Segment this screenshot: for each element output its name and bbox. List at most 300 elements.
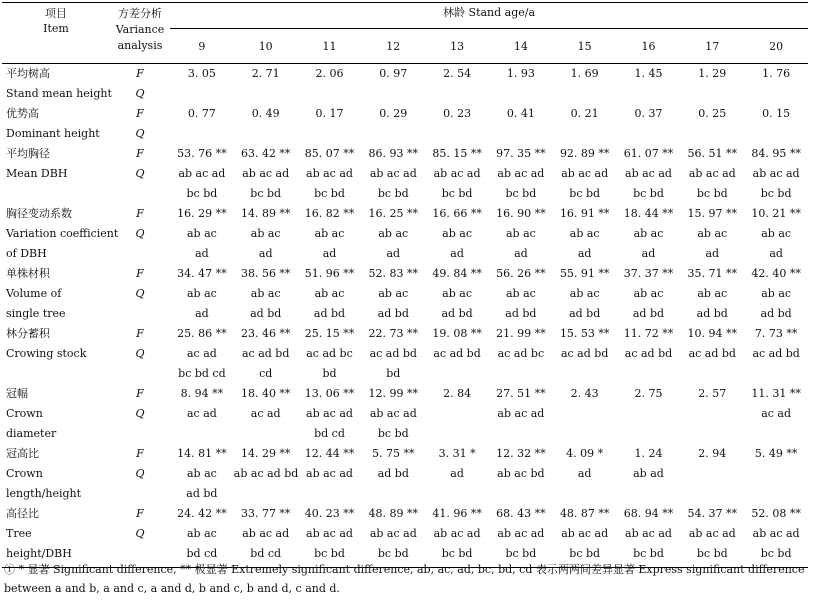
value-cell: ab ac bbox=[250, 287, 281, 300]
value-cell: 12. 32 ** bbox=[496, 447, 546, 460]
value-cell: ab ac ad bbox=[752, 527, 800, 540]
value-cell: 0. 15 bbox=[762, 107, 791, 120]
value-cell bbox=[489, 367, 553, 387]
value-cell: 18. 44 ** bbox=[623, 207, 674, 220]
value-cell: 86. 93 ** bbox=[368, 147, 419, 160]
value-cell: ad bbox=[450, 467, 464, 480]
value-cell: ad bbox=[577, 467, 592, 480]
table-row bbox=[2, 467, 808, 487]
value-cell: bd cd bbox=[170, 547, 234, 568]
value-cell: 1. 45 bbox=[634, 67, 663, 80]
value-cell bbox=[744, 467, 808, 487]
value-cell: ac ad bd bbox=[433, 347, 481, 360]
table-row bbox=[2, 87, 808, 107]
value-cell: 68. 43 ** bbox=[496, 507, 546, 520]
value-cell: ac ad bbox=[186, 347, 217, 360]
value-cell: bc bd cd bbox=[178, 367, 226, 380]
value-cell: bc bd bbox=[425, 547, 489, 568]
value-cell bbox=[680, 487, 744, 507]
value-cell: ab ac ad bbox=[625, 527, 672, 540]
row-variance-type bbox=[110, 367, 170, 387]
value-cell: 2. 71 bbox=[251, 67, 280, 80]
value-cell: 48. 89 ** bbox=[368, 507, 419, 520]
value-cell: ad bbox=[577, 247, 592, 260]
value-cell: 14. 81 ** bbox=[177, 447, 227, 460]
value-cell: ac ad bd bbox=[241, 347, 290, 360]
row-item-label bbox=[2, 367, 110, 387]
age-header-cell: 17 bbox=[680, 29, 744, 64]
value-cell: bd bbox=[386, 367, 401, 380]
row-variance-type bbox=[110, 307, 170, 327]
value-cell: ad bd bbox=[632, 307, 665, 320]
value-cell: bc bd bbox=[553, 547, 617, 568]
value-cell: 1. 93 bbox=[506, 67, 535, 80]
value-cell: 12. 99 ** bbox=[368, 387, 419, 400]
value-cell: ad bbox=[195, 307, 209, 320]
value-cell: 0. 17 bbox=[315, 107, 344, 120]
value-cell: 15. 53 ** bbox=[559, 327, 610, 340]
row-variance-type: Q bbox=[135, 527, 145, 540]
value-cell: 0. 29 bbox=[379, 107, 408, 120]
value-cell bbox=[170, 127, 234, 147]
age-header-cell: 10 bbox=[234, 29, 298, 64]
value-cell: ab ac ad bbox=[625, 167, 672, 180]
row-variance-type: F bbox=[136, 207, 144, 220]
value-cell: 61. 07 ** bbox=[623, 147, 674, 160]
value-cell bbox=[617, 487, 681, 507]
item-header-cn: 项目 bbox=[45, 7, 67, 20]
row-variance-type: F bbox=[136, 327, 144, 340]
table-row bbox=[2, 367, 808, 387]
value-cell: 10. 21 ** bbox=[751, 207, 801, 220]
value-cell: 35. 71 ** bbox=[687, 267, 738, 280]
variance-header-en-2: analysis bbox=[117, 39, 163, 52]
value-cell: 5. 75 ** bbox=[372, 447, 415, 460]
value-cell: ab ac ad bbox=[688, 167, 736, 180]
age-header-cell: 16 bbox=[617, 29, 681, 64]
value-cell: 37. 37 ** bbox=[623, 267, 674, 280]
table-row bbox=[2, 387, 808, 407]
value-cell: 16. 91 ** bbox=[559, 207, 610, 220]
table-row bbox=[2, 247, 808, 267]
value-cell: ad bd bbox=[505, 307, 537, 320]
value-cell: bc bd bbox=[441, 187, 473, 200]
table-row bbox=[2, 507, 808, 527]
value-cell: 1. 24 bbox=[634, 447, 663, 460]
value-cell: ad bbox=[450, 247, 464, 260]
value-cell bbox=[680, 87, 744, 107]
value-cell: bc bd bbox=[489, 547, 553, 568]
table-row bbox=[2, 407, 808, 427]
value-cell: bd cd bbox=[234, 547, 298, 568]
table-row bbox=[2, 207, 808, 227]
value-cell bbox=[234, 87, 298, 107]
value-cell: 55. 91 ** bbox=[559, 267, 610, 280]
value-cell: 16. 82 ** bbox=[304, 207, 355, 220]
value-cell: ab ac bbox=[761, 227, 792, 240]
value-cell: ab ac ad bbox=[306, 167, 353, 180]
value-cell: ab ac bbox=[697, 287, 728, 300]
value-cell: bc bd bbox=[569, 187, 601, 200]
value-cell bbox=[744, 127, 808, 147]
value-cell bbox=[425, 367, 489, 387]
row-item-label: single tree bbox=[6, 307, 66, 320]
value-cell: 84. 95 ** bbox=[751, 147, 801, 160]
value-cell: bc bd bbox=[377, 427, 409, 440]
row-item-label: Crown bbox=[6, 467, 43, 480]
value-cell: ac ad bbox=[250, 407, 281, 420]
value-cell bbox=[553, 87, 617, 107]
value-cell bbox=[680, 407, 744, 427]
value-cell: ab ac ad bbox=[369, 407, 417, 420]
value-cell: 13. 06 ** bbox=[304, 387, 355, 400]
value-cell: 18. 40 ** bbox=[240, 387, 291, 400]
value-cell bbox=[617, 407, 681, 427]
value-cell: bc bd bbox=[250, 187, 282, 200]
value-cell: ad bd bbox=[441, 307, 473, 320]
value-cell: 2. 94 bbox=[698, 447, 727, 460]
value-cell bbox=[361, 87, 425, 107]
value-cell: bc bd bbox=[760, 187, 792, 200]
value-cell: 15. 97 ** bbox=[687, 207, 738, 220]
age-header-cell: 11 bbox=[298, 29, 362, 64]
value-cell bbox=[298, 127, 362, 147]
value-cell: bc bd bbox=[617, 547, 681, 568]
table-body bbox=[2, 64, 808, 568]
value-cell: 56. 51 ** bbox=[687, 147, 738, 160]
value-cell: ab ac bbox=[442, 227, 472, 240]
row-item-label: Tree bbox=[6, 527, 32, 540]
value-cell: ab ac ad bbox=[242, 167, 290, 180]
row-variance-type: F bbox=[136, 507, 144, 520]
row-item-label: 冠幅 bbox=[6, 387, 28, 400]
value-cell: ab ac ad bbox=[752, 167, 800, 180]
value-cell: ad bbox=[195, 247, 209, 260]
value-cell: 8. 94 ** bbox=[180, 387, 224, 400]
value-cell: bc bd bbox=[361, 547, 425, 568]
row-variance-type: F bbox=[136, 67, 144, 80]
row-variance-type: Q bbox=[135, 407, 145, 420]
table-row bbox=[2, 127, 808, 147]
value-cell bbox=[680, 427, 744, 447]
value-cell: ac ad bd bbox=[624, 347, 673, 360]
value-cell: ab ac bbox=[186, 467, 217, 480]
value-cell: ac ad bd bbox=[752, 347, 800, 360]
value-cell: ab ac ad bbox=[561, 527, 609, 540]
age-header-cell: 13 bbox=[425, 29, 489, 64]
value-cell: bc bd bbox=[377, 187, 409, 200]
value-cell bbox=[489, 127, 553, 147]
value-cell: 10. 94 ** bbox=[687, 327, 738, 340]
row-item-label: diameter bbox=[6, 427, 57, 440]
row-item-label: Crowing stock bbox=[6, 347, 87, 360]
value-cell: ad bd bbox=[696, 307, 728, 320]
value-cell bbox=[234, 427, 298, 447]
value-cell: ad bd bbox=[250, 307, 282, 320]
value-cell: ab ac bbox=[697, 227, 728, 240]
value-cell: bc bd bbox=[744, 547, 808, 568]
value-cell: 38. 56 ** bbox=[240, 267, 291, 280]
value-cell bbox=[553, 487, 617, 507]
value-cell: bc bd bbox=[696, 187, 728, 200]
value-cell: ab ac ad bbox=[688, 527, 736, 540]
value-cell: ab ac bbox=[569, 287, 600, 300]
value-cell: ab ac bd bbox=[497, 467, 545, 480]
value-cell: ad bd bbox=[760, 307, 792, 320]
value-cell: ab ac ad bbox=[306, 467, 353, 480]
row-variance-type: Q bbox=[135, 167, 145, 180]
value-cell: bd bbox=[322, 367, 337, 380]
value-cell bbox=[617, 127, 681, 147]
row-variance-type bbox=[110, 487, 170, 507]
row-item-label: Stand mean height bbox=[6, 87, 112, 100]
row-variance-type bbox=[110, 427, 170, 447]
value-cell: 0. 77 bbox=[187, 107, 216, 120]
row-variance-type: F bbox=[136, 147, 144, 160]
value-cell: ad bd bbox=[377, 307, 409, 320]
value-cell: ad bbox=[322, 247, 337, 260]
item-column-header bbox=[2, 3, 110, 64]
value-cell: ab ac bbox=[442, 287, 472, 300]
value-cell: cd bbox=[259, 367, 273, 380]
value-cell: 0. 23 bbox=[443, 107, 472, 120]
value-cell: 22. 73 ** bbox=[368, 327, 419, 340]
value-cell: ab ac ad bbox=[306, 407, 353, 420]
value-cell: ab ac ad bbox=[369, 527, 417, 540]
value-cell bbox=[425, 427, 489, 447]
table-row bbox=[2, 267, 808, 287]
value-cell: ac ad bd bbox=[560, 347, 609, 360]
row-item-label: of DBH bbox=[6, 247, 47, 260]
value-cell: 49. 84 ** bbox=[432, 267, 482, 280]
value-cell: 34. 47 ** bbox=[177, 267, 227, 280]
value-cell: 1. 76 bbox=[762, 67, 791, 80]
row-item-label: height/DBH bbox=[2, 547, 110, 568]
value-cell: ab ac ad bbox=[242, 527, 290, 540]
table-row bbox=[2, 527, 808, 547]
value-cell: ab ac bbox=[314, 287, 345, 300]
value-cell: bc bd bbox=[298, 547, 362, 568]
value-cell: ab ac ad bbox=[178, 167, 226, 180]
value-cell bbox=[425, 407, 489, 427]
table-row bbox=[2, 447, 808, 467]
value-cell: 42. 40 ** bbox=[751, 267, 801, 280]
value-cell: ab ac bbox=[314, 227, 345, 240]
row-item-label: 林分蓄积 bbox=[6, 327, 50, 340]
age-header-cell: 14 bbox=[489, 29, 553, 64]
value-cell: ab ac bbox=[186, 287, 217, 300]
value-cell: ab ac bbox=[761, 287, 792, 300]
value-cell bbox=[425, 127, 489, 147]
row-item-label: 冠高比 bbox=[6, 447, 39, 460]
table-row bbox=[2, 307, 808, 327]
value-cell: ac ad bc bbox=[497, 347, 545, 360]
value-cell bbox=[361, 127, 425, 147]
variance-column-header bbox=[110, 3, 170, 64]
value-cell bbox=[744, 87, 808, 107]
row-item-label: 单株材积 bbox=[6, 267, 50, 280]
value-cell: 33. 77 ** bbox=[240, 507, 291, 520]
value-cell: 54. 37 ** bbox=[687, 507, 738, 520]
table-row bbox=[2, 227, 808, 247]
value-cell: 14. 89 ** bbox=[240, 207, 291, 220]
value-cell: 23. 46 ** bbox=[240, 327, 291, 340]
value-cell: ab ac bbox=[186, 227, 217, 240]
value-cell bbox=[744, 367, 808, 387]
table-row bbox=[2, 327, 808, 347]
row-variance-type bbox=[110, 247, 170, 267]
age-header-cell: 9 bbox=[170, 29, 234, 64]
value-cell: 53. 76 ** bbox=[177, 147, 227, 160]
value-cell: 24. 42 ** bbox=[177, 507, 227, 520]
value-cell: ab ad bbox=[633, 467, 664, 480]
value-cell: 12. 44 ** bbox=[304, 447, 355, 460]
age-header-cell: 12 bbox=[361, 29, 425, 64]
table-row bbox=[2, 107, 808, 127]
row-variance-type bbox=[110, 187, 170, 207]
value-cell: ab ac ad bbox=[497, 167, 545, 180]
value-cell: 0. 41 bbox=[506, 107, 535, 120]
value-cell: 51. 96 ** bbox=[304, 267, 355, 280]
value-cell: 40. 23 ** bbox=[304, 507, 355, 520]
value-cell: 52. 83 ** bbox=[368, 267, 419, 280]
table-footnote: ① * 显著 Significant difference, ** 极显著 Extremely significant difference, ab, ac, ad, bc, bd, cd 表示两两间差异显著 Express significant difference between a and b, a and c, a and d, b and c, b and d, c and d. bbox=[4, 563, 805, 595]
value-cell: ab ac bbox=[250, 227, 281, 240]
value-cell: ac ad bd bbox=[688, 347, 736, 360]
value-cell: 7. 73 ** bbox=[754, 327, 798, 340]
row-variance-type: Q bbox=[135, 227, 145, 240]
value-cell: ab ac bbox=[505, 227, 536, 240]
value-cell: 16. 25 ** bbox=[368, 207, 419, 220]
value-cell: 27. 51 ** bbox=[496, 387, 546, 400]
value-cell: ad bd bbox=[569, 307, 601, 320]
value-cell: 0. 25 bbox=[698, 107, 727, 120]
value-cell: 52. 08 ** bbox=[751, 507, 801, 520]
value-cell: ac ad bd bbox=[369, 347, 417, 360]
value-cell: 21. 99 ** bbox=[496, 327, 546, 340]
value-cell: ab ac ad bbox=[369, 167, 417, 180]
value-cell: ab ac ad bbox=[433, 167, 481, 180]
value-cell: bc bd bbox=[505, 187, 537, 200]
value-cell: 11. 72 ** bbox=[623, 327, 674, 340]
row-variance-type: F bbox=[136, 107, 144, 120]
value-cell bbox=[617, 427, 681, 447]
row-item-label: length/height bbox=[6, 487, 82, 500]
age-header-cell: 15 bbox=[553, 29, 617, 64]
row-item-label: Mean DBH bbox=[6, 167, 68, 180]
row-variance-type: F bbox=[136, 447, 144, 460]
value-cell: 2. 06 bbox=[315, 67, 344, 80]
value-cell: 0. 21 bbox=[570, 107, 599, 120]
value-cell: 92. 89 ** bbox=[559, 147, 610, 160]
value-cell: ad bd bbox=[186, 487, 218, 500]
value-cell: 48. 87 ** bbox=[559, 507, 610, 520]
table-row bbox=[2, 287, 808, 307]
row-variance-type: Q bbox=[135, 467, 145, 480]
row-item-label: Crown bbox=[6, 407, 43, 420]
value-cell: 25. 15 ** bbox=[304, 327, 355, 340]
row-variance-type: Q bbox=[135, 287, 145, 300]
value-cell: ab ac ad bbox=[433, 527, 481, 540]
row-item-label: 平均树高 bbox=[6, 67, 50, 80]
value-cell: 41. 96 ** bbox=[432, 507, 482, 520]
row-variance-type: Q bbox=[135, 87, 145, 100]
value-cell bbox=[553, 367, 617, 387]
value-cell: ab ac bbox=[633, 287, 664, 300]
value-cell: ac ad bbox=[761, 407, 792, 420]
value-cell: 3. 31 * bbox=[438, 447, 476, 460]
value-cell bbox=[234, 127, 298, 147]
value-cell: ab ac ad bbox=[497, 527, 545, 540]
value-cell bbox=[425, 487, 489, 507]
value-cell: ac ad bc bbox=[306, 347, 353, 360]
value-cell bbox=[234, 487, 298, 507]
value-cell: ab ac ad bbox=[306, 527, 353, 540]
row-variance-type: F bbox=[136, 387, 144, 400]
value-cell bbox=[298, 487, 362, 507]
value-cell: 2. 84 bbox=[443, 387, 472, 400]
value-cell: 19. 08 ** bbox=[432, 327, 482, 340]
value-cell: 85. 07 ** bbox=[304, 147, 355, 160]
value-cell: bd cd bbox=[314, 427, 345, 440]
value-cell: ad bbox=[641, 247, 656, 260]
value-cell bbox=[553, 407, 617, 427]
variance-header-cn: 方差分析 bbox=[118, 7, 162, 20]
row-item-label: Variation coefficient bbox=[6, 227, 119, 240]
value-cell bbox=[617, 367, 681, 387]
table-row bbox=[2, 187, 808, 207]
value-cell bbox=[170, 427, 234, 447]
value-cell: bc bd bbox=[186, 187, 218, 200]
value-cell bbox=[553, 127, 617, 147]
row-variance-type: Q bbox=[135, 347, 145, 360]
table-row bbox=[2, 347, 808, 367]
row-item-label: 胸径变动系数 bbox=[6, 207, 72, 220]
value-cell: ad bbox=[386, 247, 401, 260]
row-item-label: 平均胸径 bbox=[6, 147, 50, 160]
value-cell bbox=[680, 127, 744, 147]
value-cell: ab ac bbox=[186, 527, 217, 540]
value-cell: ab ac bbox=[378, 287, 409, 300]
value-cell: 0. 37 bbox=[634, 107, 663, 120]
value-cell: 16. 29 ** bbox=[177, 207, 227, 220]
value-cell: 11. 31 ** bbox=[751, 387, 801, 400]
value-cell: 0. 97 bbox=[379, 67, 408, 80]
value-cell: ab ac ad bbox=[561, 167, 609, 180]
value-cell: 2. 54 bbox=[443, 67, 472, 80]
item-header-en: Item bbox=[43, 22, 69, 35]
table-row bbox=[2, 64, 808, 88]
value-cell bbox=[361, 487, 425, 507]
value-cell bbox=[298, 87, 362, 107]
value-cell: ad bd bbox=[313, 307, 346, 320]
table-row bbox=[2, 487, 808, 507]
row-item-label: Volume of bbox=[6, 287, 62, 300]
value-cell: 3. 05 bbox=[187, 67, 216, 80]
value-cell: 16. 66 ** bbox=[432, 207, 482, 220]
value-cell: ac ad bbox=[186, 407, 217, 420]
value-cell bbox=[489, 427, 553, 447]
value-cell: 2. 75 bbox=[634, 387, 663, 400]
value-cell: ab ac ad bbox=[497, 407, 545, 420]
value-cell: 85. 15 ** bbox=[432, 147, 482, 160]
value-cell: ad bbox=[514, 247, 528, 260]
value-cell: ad bbox=[769, 247, 783, 260]
age-header-cell: 20 bbox=[744, 29, 808, 64]
value-cell: 25. 86 ** bbox=[177, 327, 227, 340]
value-cell: 4. 09 * bbox=[566, 447, 604, 460]
value-cell bbox=[680, 467, 744, 487]
